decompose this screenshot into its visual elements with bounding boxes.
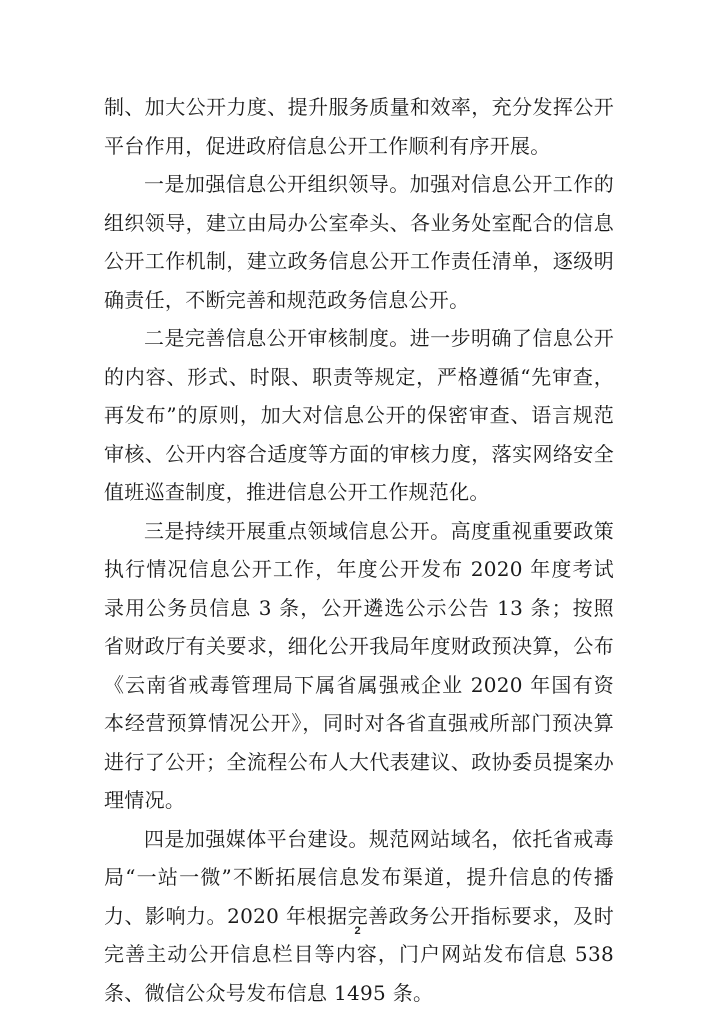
paragraph-organization-leadership: 一是加强信息公开组织领导。加强对信息公开工作的组织领导，建立由局办公室牵头、各业务处室配合的信息公开工作机制，建立政务信息公开工作责任清单，逐级明确责任，不断完善和规范政务信息公开。	[104, 165, 614, 319]
paragraph-continuation: 制、加大公开力度、提升服务质量和效率，充分发挥公开平台作用，促进政府信息公开工作顺利有序开展。	[104, 88, 614, 165]
paragraph-review-system: 二是完善信息公开审核制度。进一步明确了信息公开的内容、形式、时限、职责等规定，严格遵循“先审查，再发布”的原则，加大对信息公开的保密审查、语言规范审核、公开内容合适度等方面的审核力度，落实网络安全值班巡查制度，推进信息公开工作规范化。	[104, 319, 614, 512]
document-body	[104, 88, 614, 1012]
paragraph-media-platform: 四是加强媒体平台建设。规范网站域名，依托省戒毒局“一站一微”不断拓展信息发布渠道，提升信息的传播力、影响力。2020 年根据完善政务公开指标要求，及时完善主动公开信息栏目等内容，门户网站发布信息 538 条、微信公众号发布信息 1495 条。	[104, 820, 614, 1012]
paragraph-key-areas-disclosure: 三是持续开展重点领域信息公开。高度重视重要政策执行情况信息公开工作，年度公开发布 2020 年度考试录用公务员信息 3 条，公开遴选公示公告 13 条；按照省财政厅有关要求，细化公开我局年度财政预决算，公布《云南省戒毒管理局下属省属强戒企业 2020 年国有资本经营预算情况公开》，同时对各省直强戒所部门预决算进行了公开；全流程公布人大代表建议、政协委员提案办理情况。	[104, 512, 614, 820]
page-number: 2	[0, 925, 715, 937]
